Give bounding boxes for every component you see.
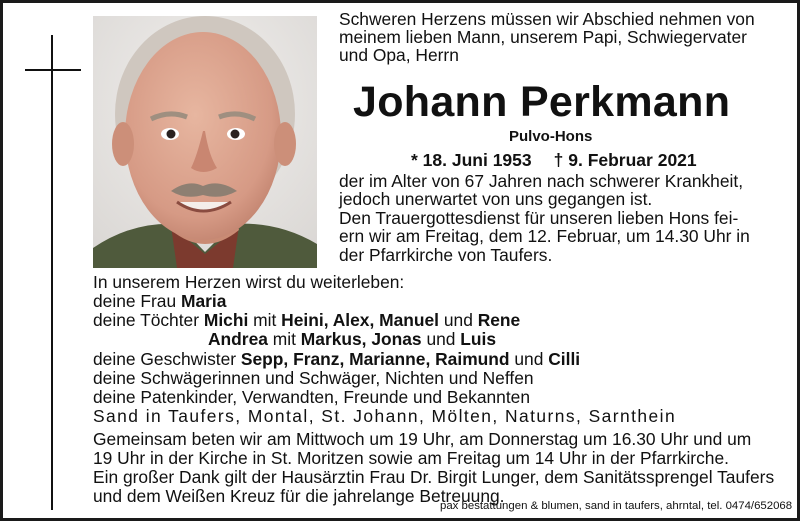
- nickname: Pulvo-Hons: [509, 128, 593, 145]
- right-text-line-5: der Pfarrkirche von Taufers.: [339, 245, 553, 265]
- right-text-line-1: der im Alter von 67 Jahren nach schwerer Krankheit,: [339, 171, 744, 191]
- family-heading: In unserem Herzen wirst du weiterleben:: [93, 272, 405, 292]
- daughter-1-with: mit: [248, 310, 282, 330]
- intro-line-3: und Opa, Herrn: [339, 45, 459, 65]
- daughter-2-last-child: Luis: [460, 329, 497, 349]
- places-line: Sand in Taufers, Montal, St. Johann, Mölten, Naturns, Sarnthein: [93, 406, 677, 426]
- daughter-2-name: Andrea: [208, 329, 268, 349]
- right-text-line-4: ern wir am Freitag, dem 12. Februar, um 14.30 Uhr in: [339, 226, 750, 246]
- right-text-line-2: jedoch unerwartet von uns gegangen ist.: [339, 189, 653, 209]
- prayer-line-3: Ein großer Dank gilt der Hausärztin Frau Dr. Birgit Lunger, dem Sanitätssprengel Taufers: [93, 467, 775, 487]
- intro-line-2: meinem lieben Mann, unserem Papi, Schwiegervater: [339, 27, 747, 47]
- cross-icon-bar: [25, 69, 81, 71]
- daughter-1-last-child: Rene: [477, 310, 521, 330]
- prayer-line-2: 19 Uhr in der Kirche in St. Moritzen sowie am Freitag um 14 Uhr in der Pfarrkirche.: [93, 448, 729, 468]
- family-daughter-1: [93, 311, 520, 329]
- family-daughter-2: [208, 330, 496, 348]
- daughter-2-with: mit: [267, 329, 301, 349]
- prayer-line-1: Gemeinsam beten wir am Mittwoch um 19 Uhr, am Donnerstag um 16.30 Uhr und um: [93, 429, 752, 449]
- siblings-and: und: [509, 349, 549, 369]
- daughter-1-children: Heini, Alex, Manuel: [281, 310, 440, 330]
- daughter-2-and: und: [421, 329, 461, 349]
- family-siblings: [93, 350, 580, 368]
- life-dates: [411, 150, 697, 170]
- siblings-names: Sepp, Franz, Marianne, Raimund: [240, 349, 510, 369]
- birth-date: * 18. Juni 1953: [411, 150, 532, 170]
- daughter-1-name: Michi: [203, 310, 249, 330]
- deceased-name: Johann Perkmann: [353, 78, 731, 126]
- death-date: † 9. Februar 2021: [553, 150, 697, 170]
- intro-line-1: Schweren Herzens müssen wir Abschied nehmen von: [339, 9, 755, 29]
- family-godchildren: deine Patenkinder, Verwandten, Freunde und Bekannten: [93, 387, 531, 407]
- wife-name: Maria: [180, 291, 227, 311]
- daughter-1-and: und: [439, 310, 478, 330]
- siblings-last: Cilli: [548, 349, 581, 369]
- family-inlaws: deine Schwägerinnen und Schwäger, Nichten und Neffen: [93, 368, 534, 388]
- footer-credit: pax bestattungen & blumen, sand in taufers, ahrntal, tel. 0474/652068: [440, 500, 793, 512]
- portrait-photo: [93, 16, 317, 268]
- right-text-line-3: Den Trauergottesdienst für unseren lieben Hons fei-: [339, 208, 739, 228]
- daughters-prefix: deine Töchter: [93, 310, 204, 330]
- cross-icon: [51, 35, 53, 510]
- siblings-prefix: deine Geschwister: [93, 349, 241, 369]
- prayer-line-4: und dem Weißen Kreuz für die jahrelange Betreuung.: [93, 486, 505, 506]
- daughter-2-children: Markus, Jonas: [300, 329, 422, 349]
- family-wife: [93, 292, 226, 310]
- wife-prefix: deine Frau: [93, 291, 181, 311]
